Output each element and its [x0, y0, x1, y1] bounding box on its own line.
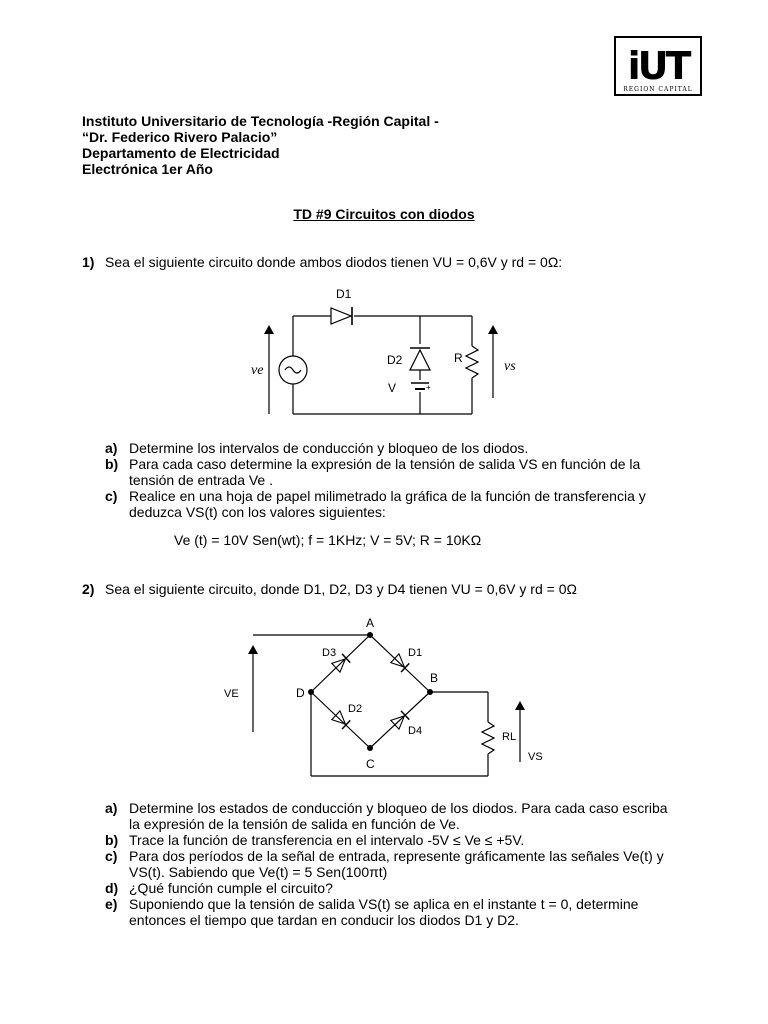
question-2	[82, 581, 577, 597]
circuit-2-label-rl: RL	[502, 731, 517, 743]
question-1	[82, 254, 562, 270]
item-label: d)	[105, 880, 119, 896]
item-label: a)	[105, 800, 118, 816]
question-2-item-e	[105, 896, 685, 928]
question-2-items	[105, 800, 685, 928]
question-2-item-c	[105, 848, 685, 880]
circuit-2-label-d3: D3	[322, 647, 337, 659]
question-2-statement: Sea el siguiente circuito, donde D1, D2, D3 y D4 tienen VU = 0,6V y rd = 0Ω	[105, 581, 577, 597]
item-text: Para cada caso determine la expresión de la tensión de salida VS en función de la tensión de entrada Ve .	[129, 456, 641, 488]
item-text: Suponiendo que la tensión de salida VS(t) se aplica en el instante t = 0, determine entonces el tiempo que tardan en conducir los diodos D1 y D2.	[129, 896, 639, 928]
circuit-2-label-ve: VE	[224, 688, 239, 700]
item-label: c)	[105, 488, 118, 504]
item-text: Realice en una hoja de papel milimetrado la gráfica de la función de transferencia y deduzca VS(t) con los valores siguientes:	[129, 488, 646, 520]
circuit-1-diagram	[240, 280, 520, 425]
circuit-2-label-d1: D1	[408, 647, 423, 659]
circuit-1-label-ve: ve	[251, 363, 264, 378]
item-text: Determine los estados de conducción y bloqueo de los diodos. Para cada caso escriba la expresión de la tensión de salida en función de Ve.	[129, 800, 668, 832]
header-department: Departamento de Electricidad	[82, 145, 280, 161]
circuit-2-label-d2: D2	[348, 703, 363, 715]
circuit-1-label-v: V	[388, 381, 397, 395]
question-1-items	[105, 440, 665, 520]
circuit-2-node-c: C	[366, 757, 375, 771]
institution-header	[82, 113, 439, 177]
header-course: Electrónica 1er Año	[82, 161, 213, 177]
question-1-item-a	[105, 440, 665, 456]
logo-caption: REGION CAPITAL	[623, 86, 693, 93]
item-text: Para dos períodos de la señal de entrada, represente gráficamente las señales Ve(t) y VS(t). Sabiendo que Ve(t) = 5 Sen(100πt)	[129, 848, 664, 880]
circuit-2-label-d4: D4	[408, 725, 423, 737]
logo-letters: iUT	[627, 44, 689, 88]
question-2-item-b	[105, 832, 685, 848]
circuit-2-node-b: B	[430, 671, 439, 685]
question-1-number: 1)	[82, 254, 95, 270]
question-1-item-c	[105, 488, 665, 520]
circuit-1-label-d1: D1	[336, 287, 352, 301]
item-label: c)	[105, 848, 118, 864]
svg-text:+: +	[426, 383, 431, 392]
item-label: a)	[105, 440, 118, 456]
question-1-item-b	[105, 456, 665, 488]
circuit-2-node-a: A	[366, 616, 375, 630]
header-patron: “Dr. Federico Rivero Palacio”	[82, 129, 278, 145]
item-label: b)	[105, 456, 119, 472]
circuit-2-label-vs: VS	[528, 751, 543, 763]
question-2-item-d	[105, 880, 685, 896]
page-title: TD #9 Circuitos con diodos	[293, 206, 475, 222]
iut-logo	[614, 36, 702, 96]
item-text: ¿Qué función cumple el circuito?	[129, 880, 333, 896]
question-1-statement: Sea el siguiente circuito donde ambos diodos tienen VU = 0,6V y rd = 0Ω:	[105, 254, 563, 270]
circuit-2-bridge-diagram	[220, 612, 560, 782]
item-label: e)	[105, 896, 118, 912]
question-2-number: 2)	[82, 581, 95, 597]
question-2-item-a	[105, 800, 685, 832]
circuit-1-label-vs: vs	[504, 359, 516, 374]
header-institute: Instituto Universitario de Tecnología -Región Capital -	[82, 113, 439, 129]
item-text: Determine los intervalos de conducción y bloqueo de los diodos.	[129, 440, 529, 456]
item-text: Trace la función de transferencia en el intervalo -5V ≤ Ve ≤ +5V.	[129, 832, 525, 848]
circuit-1-label-d2: D2	[387, 353, 403, 367]
item-label: b)	[105, 832, 119, 848]
circuit-2-node-d: D	[296, 686, 305, 700]
question-1-formula: Ve (t) = 10V Sen(wt); f = 1KHz; V = 5V; R = 10KΩ	[174, 532, 482, 548]
circuit-1-label-r: R	[454, 351, 463, 365]
